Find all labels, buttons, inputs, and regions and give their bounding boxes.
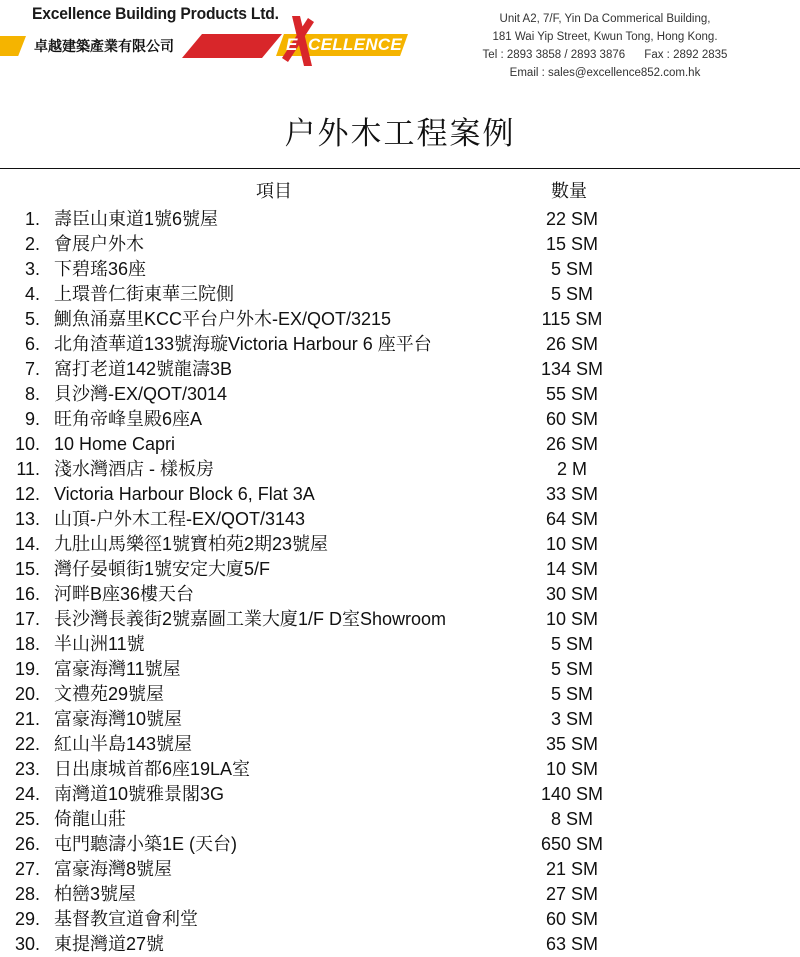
- list-item: [0, 932, 800, 957]
- project-name: 淺水灣酒店 - 樣板房: [54, 459, 214, 479]
- project-name: 窩打老道142號龍濤3B: [54, 359, 233, 379]
- project-name: 下碧瑤36座: [54, 259, 147, 279]
- project-name: 日出康城首都6座19LA室: [54, 759, 251, 779]
- item-number: 28.: [14, 884, 40, 904]
- address-line: 181 Wai Yip Street, Kwun Tong, Hong Kong.: [492, 31, 718, 43]
- project-name: 長沙灣長義街2號嘉圖工業大廈1/F D室Showroom: [54, 609, 447, 629]
- project-name: 柏巒3號屋: [54, 884, 137, 904]
- list-item: [0, 357, 800, 382]
- project-quantity: 10 SM: [545, 609, 599, 629]
- document-title: 户外木工程案例: [284, 116, 516, 152]
- list-item: [0, 257, 800, 282]
- item-number: 12.: [14, 484, 40, 504]
- list-item: [0, 632, 800, 657]
- list-item: [0, 907, 800, 932]
- list-item: [0, 682, 800, 707]
- item-number: 9.: [24, 409, 40, 429]
- column-header-quantity: 數量: [551, 181, 587, 202]
- project-quantity: 30 SM: [545, 584, 599, 604]
- project-quantity: 15 SM: [545, 234, 599, 254]
- project-quantity: 21 SM: [545, 859, 599, 879]
- red-stripe: [182, 34, 282, 58]
- project-quantity: 5 SM: [550, 659, 593, 679]
- item-number: 15.: [14, 559, 40, 579]
- item-number: 16.: [14, 584, 40, 604]
- list-item: [0, 482, 800, 507]
- project-quantity: 10 SM: [545, 759, 599, 779]
- project-quantity: 35 SM: [545, 734, 599, 754]
- project-name: 北角渣華道133號海璇Victoria Harbour 6 座平台: [54, 334, 432, 354]
- item-number: 6.: [24, 334, 40, 354]
- list-item: [0, 332, 800, 357]
- project-name: 九肚山馬樂徑1號寶柏苑2期23號屋: [54, 534, 329, 554]
- list-item: [0, 457, 800, 482]
- project-name: 紅山半島143號屋: [54, 734, 193, 754]
- item-number: 7.: [24, 359, 40, 379]
- project-name: 會展户外木: [54, 234, 144, 254]
- item-number: 1.: [24, 209, 40, 229]
- item-number: 8.: [24, 384, 40, 404]
- project-name: 灣仔晏頓街1號安定大廈5/F: [54, 559, 271, 579]
- logo-letter-e: E: [286, 35, 298, 54]
- address-line: Unit A2, 7/F, Yin Da Commerical Building,: [499, 13, 711, 25]
- list-item: [0, 807, 800, 832]
- item-number: 4.: [24, 284, 40, 304]
- project-quantity: 2 M: [556, 459, 587, 479]
- project-name: 富豪海灣11號屋: [54, 659, 181, 679]
- letterhead: [0, 0, 800, 100]
- contact-email: Email : sales@excellence852.com.hk: [509, 67, 701, 79]
- project-name: 半山洲11號: [54, 634, 145, 654]
- list-item: [0, 307, 800, 332]
- company-name-english: Excellence Building Products Ltd.: [32, 4, 279, 23]
- list-item: [0, 382, 800, 407]
- list-item: [0, 282, 800, 307]
- item-number: 25.: [14, 809, 40, 829]
- project-name: 河畔B座36樓天台: [54, 584, 195, 604]
- excellence-logo: [268, 16, 410, 66]
- project-name: 文禮苑29號屋: [54, 684, 165, 704]
- project-name: 富豪海灣8號屋: [54, 859, 173, 879]
- project-quantity: 8 SM: [550, 809, 593, 829]
- column-header-item: 項目: [256, 181, 292, 202]
- item-number: 27.: [14, 859, 40, 879]
- item-number: 2.: [24, 234, 40, 254]
- item-number: 29.: [14, 909, 40, 929]
- project-quantity: 115 SM: [541, 309, 603, 329]
- project-quantity: 3 SM: [550, 709, 593, 729]
- project-name: 東提灣道27號: [54, 934, 165, 954]
- project-quantity: 650 SM: [540, 834, 604, 854]
- item-number: 20.: [14, 684, 40, 704]
- item-number: 18.: [14, 634, 40, 654]
- list-item: [0, 432, 800, 457]
- list-item: [0, 882, 800, 907]
- company-name-chinese: 卓越建築產業有限公司: [34, 39, 174, 55]
- company-address: [450, 10, 760, 82]
- item-number: 3.: [24, 259, 40, 279]
- project-quantity: 27 SM: [545, 884, 599, 904]
- list-item: [0, 757, 800, 782]
- item-number: 24.: [14, 784, 40, 804]
- project-name: 山頂-户外木工程-EX/QOT/3143: [54, 509, 306, 529]
- project-quantity: 5 SM: [550, 284, 593, 304]
- list-item: [0, 507, 800, 532]
- list-item: [0, 407, 800, 432]
- project-quantity: 64 SM: [545, 509, 599, 529]
- project-quantity: 33 SM: [545, 484, 599, 504]
- yellow-stripe: [0, 36, 26, 56]
- project-quantity: 22 SM: [545, 209, 599, 229]
- project-quantity: 5 SM: [550, 259, 593, 279]
- project-name: 鰂魚涌嘉里KCC平台户外木-EX/QOT/3215: [54, 309, 392, 329]
- project-name: 南灣道10號雅景閣3G: [54, 784, 225, 804]
- list-item: [0, 657, 800, 682]
- list-item: [0, 532, 800, 557]
- project-name: 旺角帝峰皇殿6座A: [54, 409, 203, 429]
- item-number: 5.: [24, 309, 40, 329]
- logo-wordmark: CELLENCE: [308, 35, 403, 54]
- project-quantity: 5 SM: [550, 634, 593, 654]
- project-quantity: 60 SM: [545, 909, 599, 929]
- project-quantity: 60 SM: [545, 409, 599, 429]
- list-item: [0, 207, 800, 232]
- item-number: 21.: [14, 709, 40, 729]
- list-item: [0, 832, 800, 857]
- project-name: 上環普仁街東華三院側: [54, 284, 234, 304]
- project-quantity: 26 SM: [545, 434, 599, 454]
- project-quantity: 63 SM: [545, 934, 599, 954]
- item-number: 17.: [14, 609, 40, 629]
- project-name: 10 Home Capri: [54, 434, 176, 454]
- project-name: 倚龍山莊: [54, 809, 126, 829]
- header-divider: [0, 168, 800, 169]
- list-item: [0, 732, 800, 757]
- project-name: 富豪海灣10號屋: [54, 709, 183, 729]
- project-name: 屯門聽濤小築1E (天台): [54, 834, 238, 854]
- item-number: 11.: [16, 459, 40, 479]
- project-quantity: 5 SM: [550, 684, 593, 704]
- item-number: 10.: [14, 434, 40, 454]
- project-name: 貝沙灣-EX/QOT/3014: [54, 384, 228, 404]
- item-number: 22.: [14, 734, 40, 754]
- item-number: 13.: [14, 509, 40, 529]
- project-quantity: 55 SM: [545, 384, 599, 404]
- list-item: [0, 557, 800, 582]
- list-item: [0, 582, 800, 607]
- project-list: [0, 207, 800, 957]
- project-quantity: 10 SM: [545, 534, 599, 554]
- item-number: 14.: [14, 534, 40, 554]
- contact-phone-fax: Tel : 2893 3858 / 2893 3876 Fax : 2892 2835: [482, 49, 728, 61]
- item-number: 19.: [14, 659, 40, 679]
- item-number: 30.: [14, 934, 40, 954]
- item-number: 23.: [14, 759, 40, 779]
- project-quantity: 14 SM: [545, 559, 599, 579]
- list-item: [0, 782, 800, 807]
- project-quantity: 26 SM: [545, 334, 599, 354]
- project-name: 壽臣山東道1號6號屋: [54, 209, 219, 229]
- item-number: 26.: [14, 834, 40, 854]
- project-quantity: 134 SM: [540, 359, 604, 379]
- project-name: Victoria Harbour Block 6, Flat 3A: [54, 484, 315, 504]
- project-quantity: 140 SM: [540, 784, 604, 804]
- list-item: [0, 707, 800, 732]
- project-name: 基督教宣道會利堂: [54, 909, 198, 929]
- list-item: [0, 232, 800, 257]
- list-item: [0, 857, 800, 882]
- list-item: [0, 607, 800, 632]
